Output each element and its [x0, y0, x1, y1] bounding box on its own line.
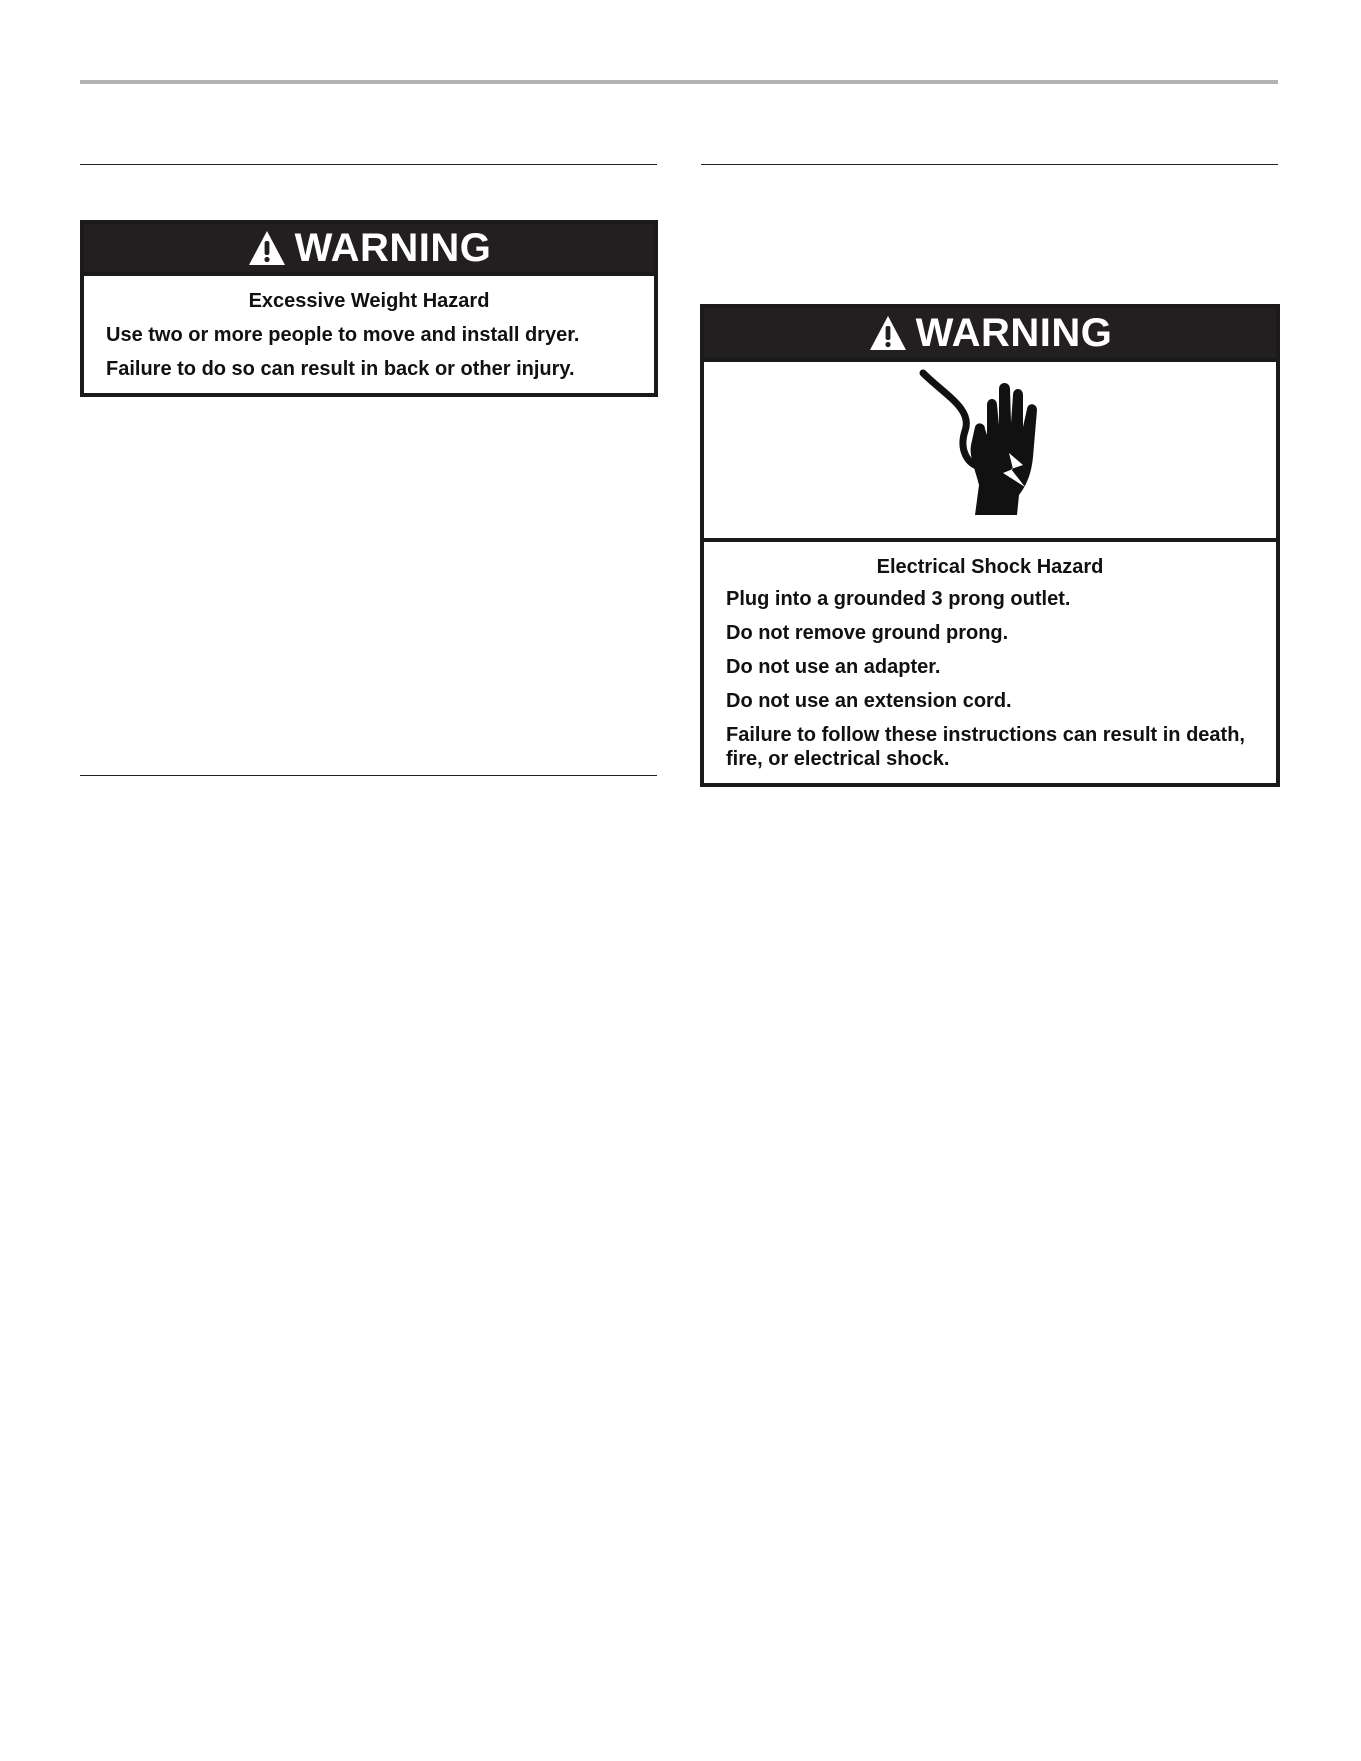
left-column-top-rule: [80, 164, 657, 165]
warning-header-label: WARNING: [294, 225, 492, 270]
hazard-instruction: Do not use an extension cord.: [726, 690, 1012, 712]
warning-header-label: WARNING: [915, 310, 1113, 355]
hazard-instruction: Do not remove ground prong.: [726, 622, 1009, 644]
electrical-shock-warning: [700, 304, 1280, 787]
hazard-instruction: Do not use an adapter.: [726, 656, 941, 678]
alert-triangle-icon: [868, 314, 908, 352]
alert-triangle-icon: [247, 229, 287, 267]
warning-header: [84, 224, 654, 276]
pictogram-area: [704, 362, 1276, 542]
hazard-title: Excessive Weight Hazard: [248, 290, 490, 312]
page-top-rule: [80, 80, 1278, 84]
electrical-shock-hand-icon: [915, 365, 1065, 535]
hazard-consequence: Failure to do so can result in back or other injury.: [106, 358, 575, 380]
hazard-title: Electrical Shock Hazard: [876, 556, 1104, 578]
excessive-weight-warning: [80, 220, 658, 397]
right-column-top-rule: [701, 164, 1278, 165]
warning-header: [704, 308, 1276, 362]
hazard-instruction: Plug into a grounded 3 prong outlet.: [726, 588, 1071, 610]
hazard-consequence: Failure to follow these instructions can result in death, fire, or electrical shock.: [726, 724, 1245, 770]
hazard-instruction: Use two or more people to move and install dryer.: [106, 324, 580, 346]
left-column-bottom-rule: [80, 775, 657, 776]
